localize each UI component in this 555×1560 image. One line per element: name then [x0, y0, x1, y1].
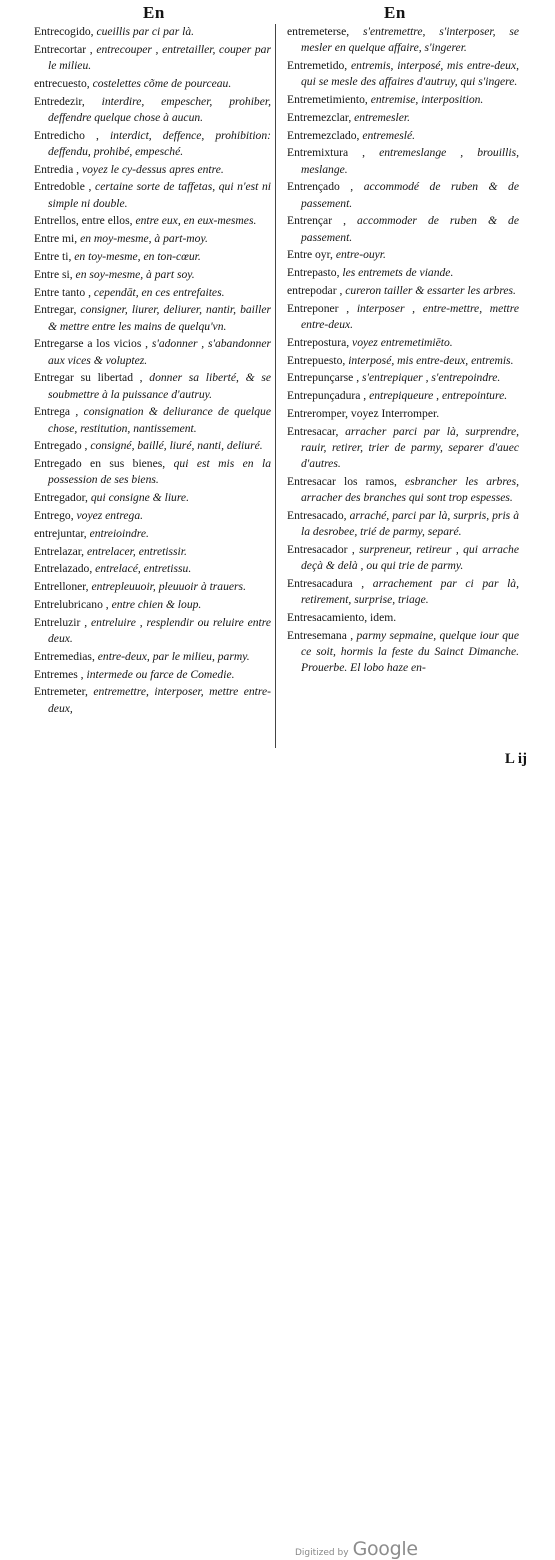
entry-definition: accommodé de ruben & de passement. — [301, 180, 519, 210]
entry-headword: Entrepunçadura , — [287, 389, 367, 403]
dictionary-entry — [287, 24, 519, 56]
entry-headword: Entrego, — [34, 508, 74, 522]
dictionary-entry — [34, 649, 271, 665]
dictionary-entry — [287, 424, 519, 473]
dictionary-entry — [287, 406, 519, 422]
entry-headword: Entredia , — [34, 162, 80, 176]
entry-headword: entrecuesto, — [34, 76, 90, 90]
entry-headword: Entrelazar, — [34, 544, 85, 558]
entry-definition: s'entremettre, s'interposer, se mesler en quelque affaire, s'ingerer. — [301, 25, 519, 55]
dictionary-entry — [34, 336, 271, 368]
entry-headword: Entremetimiento, — [287, 93, 368, 106]
entry-definition: costelettes cõme de pourceau. — [92, 76, 232, 90]
entry-definition: consigné, baillé, liuré, nanti, deliuré. — [90, 439, 263, 453]
entry-headword: Entremixtura , — [287, 146, 366, 160]
entry-definition: surpreneur, retireur , qui arrache deçà & delà , ou qui trie de parmy. — [301, 542, 519, 573]
entry-headword: Entresemana , — [287, 628, 354, 642]
entry-headword: Entrelloner, — [34, 580, 89, 594]
entry-headword: Entresacadura , — [287, 576, 365, 590]
entry-headword: Entremedias, — [34, 649, 95, 663]
entry-headword: Entredicho , — [34, 128, 99, 142]
dictionary-entry — [34, 179, 271, 211]
dictionary-entry — [287, 301, 519, 333]
entry-headword: Entre ti, — [34, 249, 72, 263]
dictionary-entry — [34, 404, 271, 436]
entry-headword: Entrepunçarse , — [287, 371, 360, 385]
entry-definition: interposé, mis entre-deux, entremis. — [348, 353, 514, 367]
entry-headword: entremeterse, — [287, 25, 350, 38]
entry-definition: qui consigne & liure. — [90, 491, 189, 505]
entry-headword: Entregar, — [34, 303, 77, 317]
entry-headword: Entregador, — [34, 491, 88, 505]
dictionary-entry — [34, 579, 271, 595]
entry-headword: Entrelubricano , — [34, 597, 109, 611]
column-divider — [275, 24, 276, 748]
entry-definition: les entremets de viande. — [342, 266, 454, 280]
dictionary-entry — [287, 353, 519, 369]
dictionary-entry — [34, 213, 271, 229]
dictionary-entry — [34, 128, 271, 160]
dictionary-entry — [34, 544, 271, 560]
entry-headword: entrejuntar, — [34, 526, 87, 540]
dictionary-entry — [287, 128, 519, 144]
entry-definition: interposer , entre-mettre, mettre entre-deux. — [301, 301, 519, 331]
entry-definition: entreluire , resplendir ou reluire entre deux. — [48, 615, 271, 645]
watermark-bar — [0, 766, 555, 1560]
dictionary-entry — [34, 24, 271, 40]
dictionary-entry — [34, 42, 271, 74]
entry-headword: Entremetido, — [287, 59, 348, 72]
dictionary-entry — [34, 302, 271, 334]
entry-definition: en toy-mesme, en ton-cœur. — [74, 249, 201, 263]
dictionary-entry — [287, 628, 519, 677]
entry-definition: entrelacer, entretissir. — [86, 544, 187, 558]
right-column — [287, 24, 519, 678]
left-column — [34, 24, 271, 718]
entry-definition: voyez entrega. — [76, 508, 144, 522]
signature-mark: L ij — [504, 751, 527, 767]
entry-definition: entre eux, en eux-mesmes. — [135, 214, 257, 228]
entry-headword: Entrençar , — [287, 214, 346, 228]
dictionary-entry — [34, 456, 271, 488]
dictionary-entry — [287, 335, 519, 351]
entry-definition: cependāt, en ces entrefaites. — [93, 285, 225, 299]
entry-definition: consignation & deliurance de quelque chose, restitution, nantissement. — [48, 405, 271, 435]
entry-definition: entremeslé. — [362, 128, 416, 142]
entry-headword: Entresacado, — [287, 508, 347, 522]
entry-headword: Entresacador , — [287, 542, 355, 556]
entry-headword: Entresacar, — [287, 424, 339, 438]
dictionary-entry — [287, 542, 519, 574]
digitized-by-google-watermark — [295, 1538, 418, 1560]
entry-definition: entre chien & loup. — [111, 597, 202, 611]
watermark-prefix: Digitized by — [295, 1548, 349, 1558]
dictionary-entry — [287, 265, 519, 281]
entry-definition: accommoder de ruben & de passement. — [301, 214, 519, 244]
entry-definition: qui est mis en la possession de ses biens. — [48, 457, 272, 487]
entry-headword: Entregarse a los vicios , — [34, 337, 149, 351]
entry-definition: voyez le cy-dessus apres entre. — [81, 162, 224, 176]
entry-headword: Entrelazado, — [34, 562, 93, 576]
entry-definition: entremise, interposition. — [370, 93, 484, 106]
dictionary-entry — [287, 610, 519, 626]
entry-headword: Entremes , — [34, 667, 84, 681]
entry-definition: entreioindre. — [89, 526, 149, 540]
dictionary-entry — [287, 474, 519, 506]
entry-headword: Entrega , — [34, 405, 79, 419]
dictionary-entry — [34, 684, 271, 716]
entry-definition: parmy sepmaine, quelque iour que ce soit, hormis la feste du Sainct Dimanche. Prouerbe. El lobo haze en- — [301, 628, 520, 675]
dictionary-entry — [34, 438, 271, 454]
dictionary-entry — [287, 370, 519, 386]
dictionary-entry — [34, 249, 271, 265]
entry-definition: cureron tailler & essarter les arbres. — [345, 283, 516, 297]
entry-definition: entremesler. — [354, 110, 411, 124]
entry-definition: en moy-mesme, à part-moy. — [80, 232, 208, 246]
dictionary-entry — [34, 285, 271, 301]
entry-definition: arracher parci par là, surprendre, rauir, retirer, trier de parmy, separer d'auec d'autres. — [301, 424, 519, 471]
entry-definition: entre-deux, par le milieu, parmy. — [97, 649, 250, 663]
entry-headword: Entreluzir , — [34, 615, 88, 629]
entry-headword: Entregar su libertad , — [34, 371, 143, 385]
entry-headword: Entre tanto , — [34, 285, 91, 299]
dictionary-entry — [34, 615, 271, 647]
dictionary-entry — [287, 92, 519, 108]
entry-definition: donner sa liberté, & se soubmettre à la puissance d'autruy. — [48, 371, 271, 401]
entry-definition: s'entrepiquer , s'entrepoindre. — [362, 371, 501, 385]
entry-headword: Entre si, — [34, 267, 73, 281]
entry-headword: Entredezir, — [34, 94, 85, 108]
dictionary-entry — [287, 110, 519, 126]
dictionary-entry — [34, 76, 271, 92]
dictionary-entry — [34, 162, 271, 178]
dictionary-entry — [287, 283, 519, 299]
entry-definition: cueillis par ci par là. — [96, 25, 195, 38]
dictionary-entry — [287, 179, 519, 211]
dictionary-entry — [287, 145, 519, 177]
entry-headword: entrepodar , — [287, 283, 343, 297]
entry-definition: interdire, empescher, prohiber, deffendre quelque chose à aucun. — [48, 94, 271, 124]
entry-headword: Entremeter, — [34, 685, 88, 699]
dictionary-entry — [34, 490, 271, 506]
entry-definition: arraché, parci par là, surpris, pris à la desrobee, trié de parmy, separé. — [301, 508, 519, 539]
entry-definition: entre-ouyr. — [335, 248, 386, 262]
entry-definition: certaine sorte de taffetas, qui n'est ni simple ni double. — [48, 180, 271, 210]
entry-definition: arrachement par ci par là, retirement, surprise, triage. — [301, 576, 519, 607]
entry-definition: entremis, interposé, mis entre-deux, qui se mesle des affaires d'autruy, qui s'ingere. — [301, 59, 519, 89]
entry-headword: Entregado , — [34, 439, 88, 453]
entry-headword: Entresacar los ramos, — [287, 474, 397, 488]
entry-definition: entrepleuuoir, pleuuoir à trauers. — [91, 580, 246, 594]
dictionary-entry — [34, 508, 271, 524]
dictionary-entry — [287, 388, 519, 404]
entry-definition: en soy-mesme, à part soy. — [75, 267, 195, 281]
entry-definition: entremeslange , brouillis, meslange. — [301, 146, 519, 176]
entry-headword: Entregado en sus bienes, — [34, 457, 166, 471]
entry-headword: Entrençado , — [287, 180, 354, 194]
entry-definition: intermede ou farce de Comedie. — [86, 667, 235, 681]
entry-definition: interdict, deffence, prohibition: deffendu, prohibé, empesché. — [48, 128, 271, 158]
google-logo: Google — [352, 1538, 418, 1560]
dictionary-entry — [287, 213, 519, 245]
dictionary-entry — [287, 58, 519, 90]
entry-definition: s'adonner , s'abandonner aux vices & voluptez. — [48, 337, 271, 367]
entry-definition: entrepiqueure , entrepointure. — [369, 389, 508, 403]
dictionary-entry — [34, 667, 271, 683]
dictionary-entry — [287, 508, 519, 540]
entry-definition: entrecouper , entretailler, couper par le milieu. — [48, 42, 271, 72]
entry-headword: Entrepuesto, — [287, 353, 346, 367]
entry-headword: Entre mi, — [34, 232, 78, 246]
entry-definition: esbrancher les arbres, arracher des branches qui sont trop espesses. — [301, 474, 519, 505]
entry-headword: Entreromper, voyez Interromper. — [287, 406, 440, 420]
entry-headword: Entremezclado, — [287, 128, 360, 142]
dictionary-entry — [34, 597, 271, 613]
entry-headword: Entrecortar , — [34, 42, 93, 56]
entry-headword: Entremezclar, — [287, 110, 352, 124]
entry-definition: consigner, liurer, deliurer, nantir, bailler & mettre entre les mains de quelqu'vn. — [48, 303, 271, 333]
dictionary-entry — [34, 526, 271, 542]
running-header-left: En — [143, 3, 165, 22]
dictionary-entry — [34, 267, 271, 283]
entry-definition: voyez entremetimiēto. — [352, 335, 453, 349]
entry-headword: Entre oyr, — [287, 248, 333, 262]
entry-headword: Entredoble , — [34, 180, 92, 194]
dictionary-entry — [287, 576, 519, 608]
entry-definition: entremettre, interposer, mettre entre-deux, — [48, 685, 271, 715]
entry-headword: Entrellos, entre ellos, — [34, 214, 133, 228]
entry-headword: Entreponer , — [287, 301, 350, 315]
running-header-right: En — [384, 3, 406, 22]
entry-definition: entrelacé, entretissu. — [95, 562, 192, 576]
entry-headword: Entrepostura, — [287, 335, 350, 349]
dictionary-entry — [34, 561, 271, 577]
entry-headword: Entrepasto, — [287, 266, 340, 280]
dictionary-entry — [287, 247, 519, 263]
dictionary-entry — [34, 94, 271, 126]
entry-headword: Entrecogido, — [34, 25, 94, 38]
entry-headword: Entresacamiento, idem. — [287, 610, 397, 624]
dictionary-entry — [34, 231, 271, 247]
dictionary-entry — [34, 370, 271, 402]
